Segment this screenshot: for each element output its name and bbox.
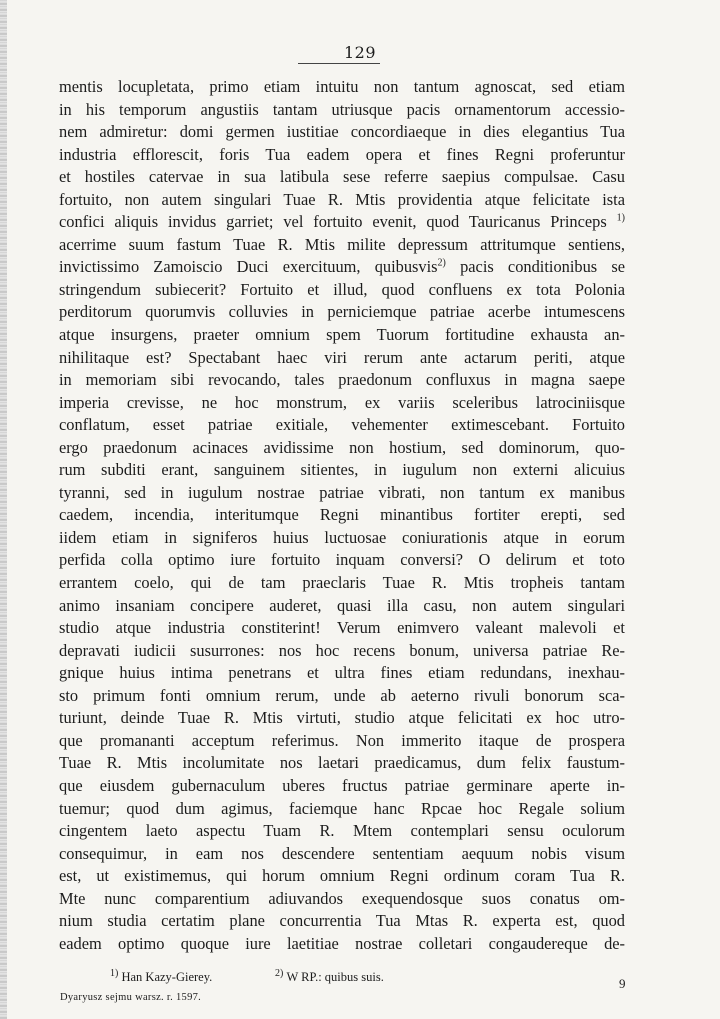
line-text: confici aliquis invidus garriet; vel fortuito evenit, quod Tauricanus Princeps — [59, 212, 607, 232]
footnote-1 — [110, 967, 213, 985]
text-line: tuemur; quod dum agimus, faciemque hanc Rpcae hoc Regale solium — [59, 798, 625, 818]
text-line: perfida colla optimo iure fortuito inquam conversi? O delirum et toto — [59, 550, 625, 570]
text-line: studio atque industria constiterint! Verum enimvero valeant malevoli et — [59, 618, 625, 638]
text-line: sto primum fonti omnium rerum, unde ab aeterno rivuli bonorum sca- — [59, 685, 625, 705]
text-line: nem admiretur: domi germen iustitiae concordiaeque in dies elegantius Tua — [59, 122, 625, 142]
text-line: perditorum quorumvis colluvies in perniciemque patriae acerbe intumescens — [59, 302, 625, 322]
text-line: mentis locupletata, primo etiam intuitu non tantum agnoscat, sed etiam — [59, 77, 625, 96]
text-line: fortuito, non autem singulari Tuae R. Mtis providentia atque felicitate ista — [59, 189, 625, 209]
text-line: que eiusdem gubernaculum uberes fructus patriae germinare aperte in- — [59, 775, 625, 795]
page-edge — [0, 0, 7, 1019]
footnote-ref-1: 1) — [616, 212, 625, 224]
footnote-1-marker: 1) — [110, 967, 119, 979]
footnote-2-text: W RP.: quibus suis. — [286, 970, 384, 984]
text-line: cingentem laeto aspectu Tuam R. Mtem contemplari sensu oculorum — [59, 821, 625, 841]
text-line: acerrime suum fastum Tuae R. Mtis milite depressum attritumque sentiens, — [59, 234, 625, 254]
printer-signature: 9 — [619, 976, 626, 991]
text-line: ergo praedonum acinaces avidissime non hostium, sed dominorum, quo- — [59, 437, 625, 457]
text-line: stringendum subiecerit? Fortuito et illud, quod confluens ex tota Polonia — [59, 279, 625, 299]
footnote-ref-2: 2) — [437, 257, 446, 269]
imprint-line: Dyaryusz sejmu warsz. r. 1597. — [60, 992, 202, 1003]
text-line: conflatum, esset patriae exitiale, vehementer extimescebant. Fortuito — [59, 415, 625, 435]
page-number-rule — [298, 63, 380, 64]
line-text: invictissimo Zamoiscio Duci exercituum, quibusvis — [59, 257, 438, 277]
text-line: turiunt, deinde Tuae R. Mtis virtuti, studio atque felicitati ex hoc utro- — [59, 708, 625, 728]
text-line-with-footnote — [59, 256, 625, 279]
text-line: imperia crevisse, ne hoc monstrum, ex variis sceleribus latrociniisque — [59, 392, 625, 412]
text-line: consequimur, in eam nos descendere sententiam aequum nobis visum — [59, 843, 625, 863]
text-line: industria efflorescit, foris Tua eadem opera et fines Regni proferuntur — [59, 144, 625, 164]
text-line: caedem, incendia, interitumque Regni minantibus fortiter erepti, sed — [59, 505, 625, 525]
text-line: eadem optimo quoque iure laetitiae nostrae colletari congaudereque de- — [59, 933, 625, 953]
text-line: nium studia certatim plane concurrentia Tua Mtas R. experta est, quod — [59, 911, 625, 931]
text-line: nihilitaque est? Spectabant haec viri rerum ante actarum periti, atque — [59, 347, 625, 367]
text-line: errantem coelo, qui de tam praeclaris Tuae R. Mtis tropheis tantam — [59, 573, 625, 593]
text-line: Mte nunc comparentium adiuvandos exequendosque suos conatus om- — [59, 888, 625, 908]
text-line: tyranni, sed in iugulum nostrae patriae vibrati, non tantum ex manibus — [59, 482, 625, 502]
text-line: rum subditi erant, sanguinem sitientes, in iugulum non externi alicuius — [59, 460, 625, 480]
text-line: depravati iudicii susurrones: nos hoc recens bonum, universa patriae Re- — [59, 640, 625, 660]
text-line: est, ut existimemus, qui horum omnium Regni ordinum coram Tua R. — [59, 866, 625, 886]
footnote-1-text: Han Kazy-Gierey. — [121, 970, 213, 984]
text-line-with-footnote — [59, 211, 625, 234]
line-text-rest: pacis conditionibus se — [460, 257, 625, 277]
text-line: in his temporum angustiis tantam utriusque pacis ornamentorum accessio- — [59, 99, 625, 119]
text-line: animo insaniam concipere auderet, quasi illa casu, non autem singulari — [59, 595, 625, 615]
text-line: gnique huius intima penetrans et ultra fines etiam redundans, inexhau- — [59, 663, 625, 683]
footnote-2 — [275, 967, 384, 985]
text-line: in memoriam sibi revocando, tales praedonum confluxus in magna saepe — [59, 370, 625, 390]
text-line: Tuae R. Mtis incolumitate nos laetari praedicamus, dum felix faustum- — [59, 753, 625, 773]
page-number: 129 — [343, 43, 377, 62]
text-line: iidem etiam in signiferos huius luctuosae coniurationis atque in eorum — [59, 527, 625, 547]
text-line: que promananti acceptum referimus. Non immerito itaque de prospera — [59, 730, 625, 750]
footnote-2-marker: 2) — [275, 967, 284, 979]
text-line: atque insurgens, praeter omnium spem Tuorum fortitudine exhausta an- — [59, 325, 625, 345]
text-line: et hostiles catervae in sua latibula sese referre saepius compulsae. Casu — [59, 167, 625, 187]
body-text — [59, 76, 625, 955]
